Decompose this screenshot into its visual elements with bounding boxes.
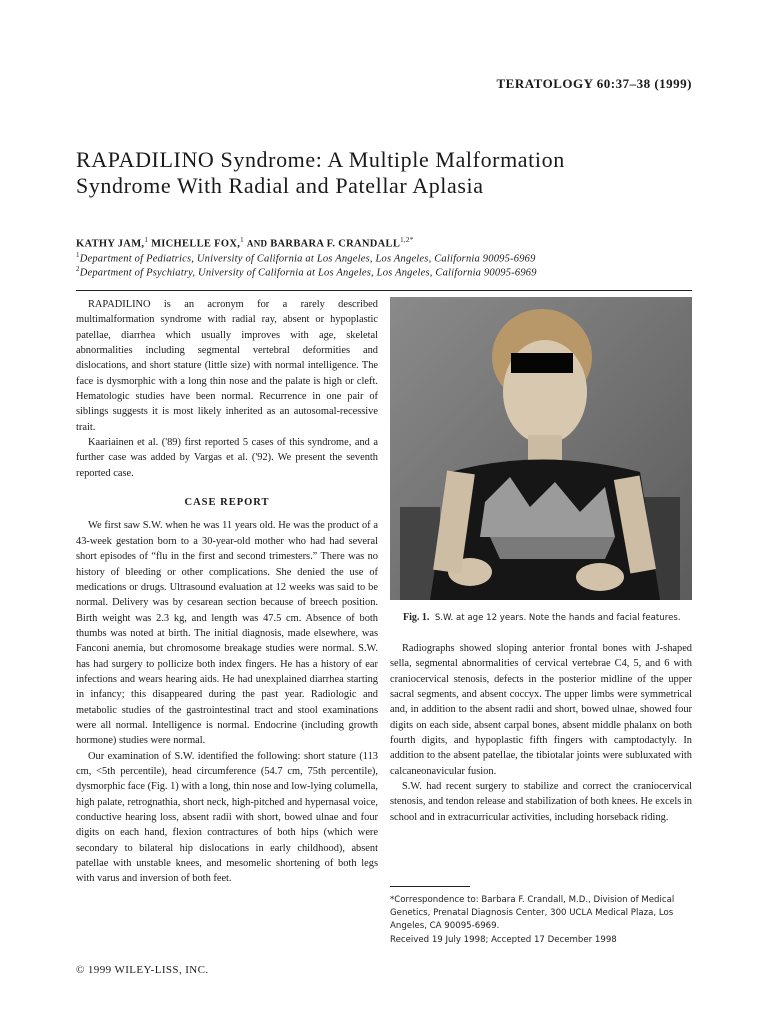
affiliation-mark: 1 (76, 251, 80, 259)
article-title: RAPADILINO Syndrome: A Multiple Malformation Syndrome With Radial and Patellar Aplasia (76, 147, 565, 198)
correspondence-footnote: *Correspondence to: Barbara F. Crandall, M.D., Division of Medical Genetics, Prenatal Diagnosis Center, 300 UCLA Medical Plaza, Los Angeles, CA 90095-6969. (390, 895, 675, 931)
header-rule (76, 290, 692, 291)
right-column (390, 641, 692, 825)
affiliation-text: Department of Psychiatry, University of California at Los Angeles, Los Angeles, California 90095-6969 (79, 267, 537, 279)
affiliation (76, 251, 536, 265)
body-paragraph: Radiographs showed sloping anterior frontal bones with J-shaped sella, segmental abnormalities of cervical vertebrae C4, 5, and 6 with craniocervical stenosis, defects in the posterior midline of the upper sacral segments, and absent coccyx. The upper limbs were symmetrical and, in addition to the absent radii and short, bowed ulnae, showed four digits on each side, absent carpal bones, absent middle phalanx on both fourth digits, and hypoplastic fifth fingers with camptodactyly. In addition to the absent patellae, the tibiotalar joints were subluxated with calcaneonavicular fusion. (390, 643, 692, 777)
privacy-bar (511, 353, 573, 373)
author-name: KATHY JAM, (76, 238, 145, 250)
author-name: BARBARA F. CRANDALL (270, 238, 401, 250)
author-affiliation-mark: 1 (240, 236, 244, 244)
affiliation-mark: 2 (76, 265, 80, 273)
journal-header: TERATOLOGY 60:37–38 (1999) (496, 76, 692, 91)
figure-photo (390, 297, 692, 600)
author-list (76, 236, 414, 250)
body-paragraph: S.W. had recent surgery to stabilize and correct the craniocervical stenosis, and tendon release and stabilization of both knees. He excels in school and in extracurricular activities, including horseback riding. (390, 781, 692, 823)
copyright-notice: © 1999 WILEY-LISS, INC. (76, 964, 209, 976)
author-name: MICHELLE FOX, (151, 238, 241, 250)
section-heading: CASE REPORT (184, 497, 270, 509)
body-paragraph: We first saw S.W. when he was 11 years old. He was the product of a 43-week gestation born to a 30-year-old mother who had had several short episodes of “flu in the first and second trimesters.” There was no history of bleeding or other complications. She denied the use of medications or drugs. Ultrasound evaluation at 12 weeks was said to be normal. Delivery was by cesarean section because of breech position. Birth weight was 2.3 kg, and length was 47.5 cm. Absence of both thumbs was noted at birth. The initial diagnosis, made elsewhere, was Fanconi anemia, but chromosome breakage studies were normal. S.W. has had surgery to pollicize both index fingers. He has a history of ear infections and wears hearing aids. He had unexplained diarrhea starting in infancy; this disappeared during the past year. Radiologic and metabolic studies of the gastrointestinal tract and stool examinations were all normal. Intelligence is normal. Endocrine (including growth hormone) studies were normal. (76, 520, 378, 747)
received-date: Received 19 July 1998; Accepted 17 December 1998 (390, 935, 617, 945)
footnote-rule (390, 886, 470, 887)
intro-paragraph: RAPADILINO is an acronym for a rarely described multimalformation syndrome with radial ray, absent or hypoplastic patellae, diarrhea which usually improves with age, skeletal abnormalities including segmental vertebral deformities and dislocations, and short stature (little size) with normal intelligence. The face is dysmorphic with a long thin nose and the palate is high or cleft. Hematologic studies have been normal. Recurrence in one pair of siblings suggests it is most likely inherited as an autosomal-recessive trait. (76, 299, 378, 433)
author-affiliation-mark: 1,2* (400, 236, 414, 244)
body-paragraph: Our examination of S.W. identified the following: short stature (113 cm, <5th percentile), head circumference (54.7 cm, 75th percentile), dysmorphic face (Fig. 1) with a long, thin nose and low-lying columella, high palate, retrognathia, short neck, high-pitched and hypernasal voice, conductive hearing loss, absent radii with short, bowed ulnae and four digits on each hand, flexion contractures of both hips (which were secondary to bilateral hip dislocations in early childhood), absent patellae with unstable knees, and mesomelic shortening of both legs with varus and inversion of both feet. (76, 750, 378, 885)
left-column (76, 297, 378, 887)
figure-caption-text: S.W. at age 12 years. Note the hands and facial features. (434, 613, 681, 623)
author-conjunction: AND (246, 238, 268, 249)
intro-paragraph: Kaariainen et al. ('89) first reported 5 cases of this syndrome, and a further case was added by Vargas et al. ('92). We present the seventh reported case. (76, 437, 378, 479)
affiliation-text: Department of Pediatrics, University of California at Los Angeles, Los Angeles, California 90095-6969 (79, 253, 536, 265)
figure-label: Fig. 1. (403, 612, 430, 623)
affiliation (76, 265, 537, 279)
figure-caption (403, 612, 681, 623)
patient-photo-image (390, 297, 692, 600)
author-affiliation-mark: 1 (144, 236, 149, 244)
